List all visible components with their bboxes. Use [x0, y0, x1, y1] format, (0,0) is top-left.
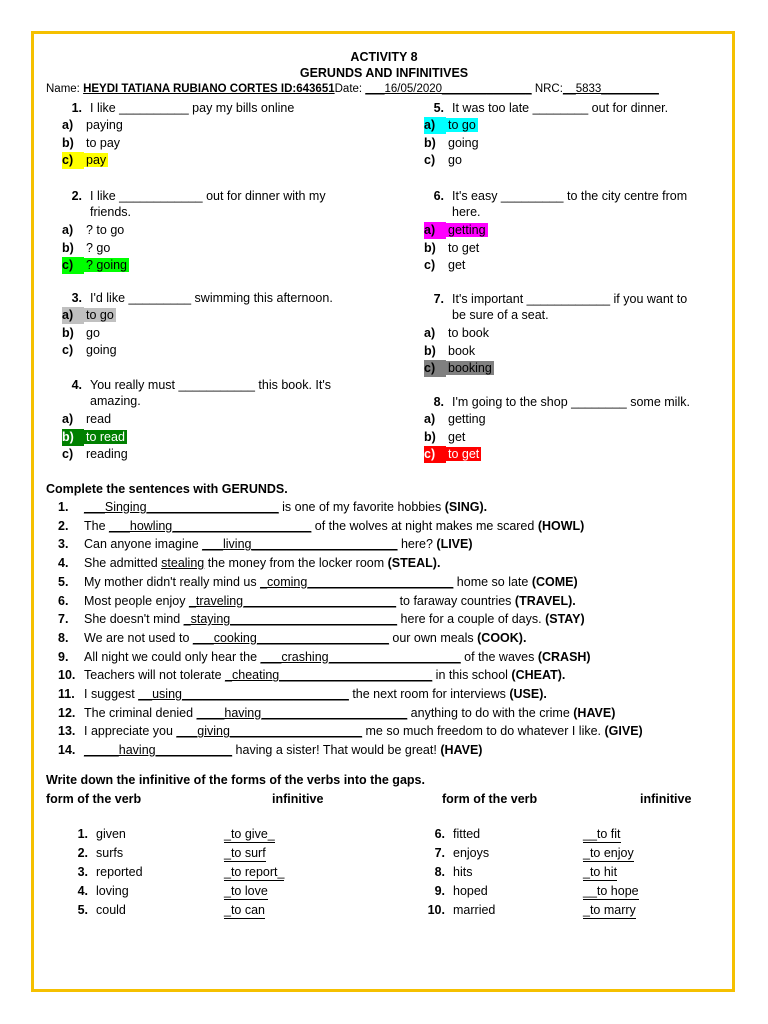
- option-text: getting: [448, 223, 486, 237]
- sentence-number: 10.: [58, 668, 76, 683]
- answer-blank: _traveling______________________: [188, 593, 397, 608]
- option-1-c: [62, 152, 108, 169]
- verb-cue: (HAVE): [573, 705, 616, 720]
- question-text: It's important ____________ if you want to: [452, 292, 688, 306]
- verb-form-left-4: [68, 884, 129, 898]
- sentence-number: 13.: [58, 724, 76, 739]
- item-number: 10.: [427, 903, 445, 917]
- verb-form-left-5: [68, 903, 126, 917]
- sentence-suffix: anything to do with the crime: [407, 705, 574, 720]
- question-number: 3.: [71, 291, 82, 305]
- option-letter: a): [424, 412, 436, 426]
- question-text-cont: be sure of a seat.: [452, 308, 549, 322]
- gerund-sentence-12: [58, 706, 615, 720]
- answer-blank: ___crashing___________________: [260, 649, 461, 664]
- option-letter: b): [62, 429, 84, 446]
- verb-cue: (SING).: [444, 500, 488, 514]
- sentence-prefix: We are not used to: [84, 630, 193, 645]
- verb-form: reported: [96, 865, 143, 879]
- question-number: 1.: [71, 101, 82, 115]
- verb-cue: (GIVE): [604, 724, 643, 739]
- option-4-a: [62, 411, 113, 428]
- answer-blank: stealing: [161, 556, 205, 571]
- option-3-a: [62, 307, 116, 324]
- option-letter: a): [424, 222, 446, 239]
- sentence-prefix: Can anyone imagine: [84, 537, 203, 552]
- option-letter: c): [62, 343, 74, 357]
- question-text-cont: amazing.: [90, 394, 141, 408]
- col-header-infinitive-left: infinitive: [272, 792, 324, 806]
- verb-form: hoped: [453, 884, 488, 898]
- sentence-prefix: Most people enjoy: [84, 593, 189, 608]
- gerund-sentence-14: [58, 743, 482, 757]
- verb-form: hits: [453, 865, 473, 879]
- sentence-prefix: All night we could only hear the: [84, 649, 261, 664]
- option-letter: b): [424, 135, 436, 150]
- option-6-c: [424, 257, 467, 274]
- option-letter: a): [62, 307, 84, 324]
- date-label: Date:: [334, 83, 366, 95]
- option-2-b: [62, 240, 112, 257]
- infinitive-answer: _to surf: [224, 846, 266, 860]
- sentence-prefix: She admitted: [84, 556, 162, 571]
- verb-form: married: [453, 903, 496, 917]
- question-5: [422, 100, 668, 117]
- verb-form-right-3: [425, 865, 472, 879]
- gerund-sentence-5: [58, 575, 578, 589]
- option-text: to read: [86, 429, 125, 444]
- item-number: 3.: [77, 865, 88, 879]
- question-text: You really must ___________ this book. It's: [90, 378, 331, 392]
- verb-cue: (HAVE): [440, 743, 483, 758]
- gerund-sentence-2: [58, 519, 584, 533]
- question-number: 6.: [433, 189, 444, 203]
- option-text: go: [448, 153, 462, 167]
- gerund-sentence-10: [58, 668, 565, 682]
- verb-cue: (USE).: [509, 687, 547, 701]
- option-letter: b): [424, 240, 436, 255]
- option-1-b: [62, 135, 122, 152]
- sentence-number: 2.: [58, 518, 69, 533]
- option-letter: c): [62, 152, 84, 169]
- verb-cue: (CHEAT).: [511, 668, 566, 683]
- question-number: 2.: [71, 189, 82, 203]
- option-letter: a): [424, 117, 446, 134]
- option-3-c: [62, 342, 119, 359]
- question-text-cont: friends.: [90, 205, 131, 219]
- question-text: I'd like _________ swimming this afternoon.: [90, 291, 333, 305]
- verb-form-right-2: [425, 846, 489, 860]
- option-letter: c): [62, 257, 84, 274]
- sentence-number: 4.: [58, 556, 69, 571]
- verb-cue: (HOWL): [537, 518, 585, 533]
- option-text: get: [448, 258, 466, 272]
- question-1: [60, 100, 294, 117]
- sentence-number: 8.: [58, 630, 69, 645]
- infinitive-answer: _to enjoy: [583, 846, 634, 860]
- sentence-number: 3.: [58, 537, 69, 552]
- verb-cue: (STAY): [545, 612, 585, 627]
- sentence-suffix: is one of my favorite hobbies: [278, 500, 445, 514]
- sentence-suffix: having a sister! That would be great!: [232, 743, 441, 758]
- option-text: booking: [448, 361, 492, 375]
- option-text: ? going: [86, 258, 128, 272]
- question-4: [60, 377, 331, 394]
- option-7-c: [424, 360, 494, 377]
- option-7-a: [424, 325, 491, 342]
- infinitive-answer: __to fit: [583, 827, 621, 841]
- question-number: 4.: [71, 378, 82, 392]
- option-text: to book: [448, 326, 490, 340]
- option-text: to get: [448, 447, 480, 461]
- option-2-c: [62, 257, 129, 274]
- answer-blank: ___giving___________________: [176, 724, 363, 739]
- option-8-b: [424, 429, 467, 446]
- option-5-c: [424, 152, 464, 169]
- question-text: It's easy _________ to the city centre from: [452, 189, 688, 203]
- answer-blank: __using________________________: [138, 687, 349, 701]
- question-6: [422, 188, 687, 205]
- option-text: to get: [448, 240, 480, 255]
- question-text: I like ____________ out for dinner with my: [90, 189, 326, 203]
- option-letter: c): [62, 447, 74, 461]
- col-header-infinitive-right: infinitive: [640, 792, 692, 806]
- infinitive-answer: _to love: [224, 884, 268, 898]
- verb-form: enjoys: [453, 846, 490, 860]
- sentence-number: 14.: [58, 743, 76, 758]
- answer-blank: ___howling____________________: [109, 518, 312, 533]
- infinitive-answer: _to hit: [583, 865, 618, 879]
- option-8-c: [424, 446, 481, 463]
- answer-blank: ___living_____________________: [202, 537, 398, 552]
- option-letter: b): [424, 343, 436, 358]
- option-text: ? go: [86, 240, 111, 255]
- question-text: It was too late ________ out for dinner.: [452, 101, 669, 115]
- option-text: to pay: [86, 135, 121, 150]
- infinitive-answer: _to marry: [583, 903, 636, 917]
- option-text: getting: [448, 412, 486, 426]
- verb-form: given: [96, 827, 126, 841]
- gerund-sentence-1: [58, 500, 487, 514]
- gerund-sentence-3: [58, 537, 473, 551]
- sentence-number: 11.: [58, 687, 75, 701]
- option-text: pay: [86, 153, 107, 167]
- option-letter: c): [424, 153, 436, 167]
- item-number: 6.: [434, 827, 445, 841]
- nrc-value: __5833_________: [562, 83, 659, 95]
- topic-title: GERUNDS AND INFINITIVES: [299, 66, 469, 80]
- sentence-prefix: She doesn't mind: [84, 612, 184, 627]
- sentence-number: 12.: [58, 705, 76, 720]
- answer-blank: _staying________________________: [183, 612, 398, 627]
- verb-cue: (COME): [531, 574, 578, 589]
- question-text-cont: here.: [452, 205, 481, 219]
- option-text: to go: [86, 308, 114, 322]
- option-6-a: [424, 222, 488, 239]
- option-2-a: [62, 222, 126, 239]
- answer-blank: _coming_____________________: [260, 574, 454, 589]
- question-number: 8.: [433, 395, 444, 409]
- answer-blank: _____having___________: [84, 743, 233, 758]
- student-header: [46, 83, 659, 95]
- option-text: book: [448, 343, 476, 358]
- col-header-form-left: form of the verb: [46, 792, 142, 806]
- option-letter: a): [424, 326, 436, 340]
- question-number: 7.: [433, 292, 444, 306]
- option-letter: c): [424, 446, 446, 463]
- infinitive-answer: __to hope: [583, 884, 639, 898]
- sentence-suffix: to faraway countries: [396, 593, 515, 608]
- activity-title: ACTIVITY 8: [350, 50, 418, 64]
- question-8: [422, 394, 690, 411]
- option-letter: b): [62, 135, 74, 150]
- answer-blank: ___Singing___________________: [84, 500, 279, 514]
- sentence-suffix: here?: [397, 537, 437, 552]
- verb-cue: (COOK).: [477, 630, 527, 645]
- option-text: going: [448, 135, 479, 150]
- item-number: 9.: [434, 884, 445, 898]
- date-value: ___16/05/2020______________: [365, 83, 532, 95]
- item-number: 2.: [77, 846, 88, 860]
- name-label: Name:: [46, 83, 84, 95]
- item-number: 5.: [77, 903, 88, 917]
- answer-blank: ____having_____________________: [196, 705, 408, 720]
- question-text: I like __________ pay my bills online: [90, 101, 295, 115]
- item-number: 4.: [77, 884, 88, 898]
- sentence-suffix: our own meals: [388, 630, 478, 645]
- option-letter: a): [62, 223, 74, 237]
- gerund-sentence-6: [58, 594, 576, 608]
- sentence-number: 6.: [58, 593, 69, 608]
- gerund-sentence-8: [58, 631, 526, 645]
- option-5-b: [424, 135, 481, 152]
- verb-form: surfs: [96, 846, 124, 860]
- option-letter: b): [424, 429, 436, 444]
- question-7: [422, 291, 687, 308]
- gerunds-instruction: Complete the sentences with GERUNDS.: [46, 482, 288, 496]
- sentence-prefix: Teachers will not tolerate: [84, 668, 226, 683]
- option-letter: a): [62, 412, 74, 426]
- sentence-suffix: the money from the locker room: [204, 556, 388, 571]
- verb-form-left-1: [68, 827, 126, 841]
- answer-blank: ___cooking___________________: [192, 630, 389, 645]
- item-number: 1.: [77, 827, 88, 841]
- answer-blank: _cheating______________________: [225, 668, 433, 683]
- gerund-sentence-13: [58, 724, 643, 738]
- verb-form-left-3: [68, 865, 143, 879]
- question-number: 5.: [433, 101, 444, 115]
- sentence-suffix: in this school: [432, 668, 512, 683]
- gerund-sentence-9: [58, 650, 591, 664]
- sentence-number: 7.: [58, 612, 69, 627]
- sentence-number: 5.: [58, 574, 69, 589]
- col-header-form-right: form of the verb: [442, 792, 538, 806]
- sentence-suffix: home so late: [453, 574, 532, 589]
- option-4-c: [62, 446, 130, 463]
- sentence-suffix: of the wolves at night makes me scared: [311, 518, 538, 533]
- infinitive-answer: _to report_: [224, 865, 285, 879]
- sentence-suffix: of the waves: [460, 649, 538, 664]
- verb-cue: (STEAL).: [387, 556, 441, 571]
- name-value: HEYDI TATIANA RUBIANO CORTES ID:643651: [83, 83, 335, 95]
- item-number: 8.: [434, 865, 445, 879]
- option-3-b: [62, 325, 102, 342]
- sentence-prefix: I suggest: [84, 687, 139, 701]
- verb-cue: (TRAVEL).: [514, 593, 576, 608]
- infinitive-answer: _to give_: [224, 827, 275, 841]
- option-text: reading: [86, 447, 128, 461]
- option-text: get: [448, 429, 466, 444]
- option-8-a: [424, 411, 488, 428]
- verb-form: loving: [96, 884, 129, 898]
- option-1-a: [62, 117, 125, 134]
- option-7-b: [424, 343, 477, 360]
- sentence-suffix: here for a couple of days.: [397, 612, 546, 627]
- option-6-b: [424, 240, 481, 257]
- verb-form: fitted: [453, 827, 481, 841]
- item-number: 7.: [434, 846, 445, 860]
- infinitive-answer: _to can: [224, 903, 266, 917]
- option-4-b: [62, 429, 127, 446]
- option-text: to go: [448, 118, 476, 132]
- verb-cue: (LIVE): [436, 537, 473, 552]
- option-text: read: [86, 412, 112, 426]
- sentence-suffix: me so much freedom to do whatever I like.: [362, 724, 605, 739]
- sentence-suffix: the next room for interviews: [348, 687, 510, 701]
- sentence-prefix: My mother didn't really mind us: [84, 574, 261, 589]
- gerund-sentence-4: [58, 556, 440, 570]
- sentence-prefix: I appreciate you: [84, 724, 177, 739]
- gerund-sentence-11: [58, 687, 547, 701]
- option-letter: c): [424, 258, 436, 272]
- verb-form-right-5: [425, 903, 495, 917]
- option-text: ? to go: [86, 223, 125, 237]
- verb-form-right-4: [425, 884, 488, 898]
- sentence-prefix: The criminal denied: [84, 705, 197, 720]
- verb-form: could: [96, 903, 126, 917]
- option-letter: b): [62, 240, 74, 255]
- sentence-number: 9.: [58, 649, 69, 664]
- nrc-label: NRC:: [534, 83, 563, 95]
- verb-cue: (CRASH): [537, 649, 591, 664]
- option-letter: a): [62, 118, 74, 132]
- option-text: paying: [86, 118, 123, 132]
- verb-form-right-1: [425, 827, 480, 841]
- gerund-sentence-7: [58, 612, 585, 626]
- verb-form-left-2: [68, 846, 123, 860]
- infinitives-instruction: Write down the infinitive of the forms of the verbs into the gaps.: [46, 773, 425, 787]
- question-2: [60, 188, 326, 205]
- option-letter: b): [62, 325, 74, 340]
- sentence-prefix: The: [84, 518, 110, 533]
- option-text: going: [86, 343, 117, 357]
- option-text: go: [86, 325, 100, 340]
- option-5-a: [424, 117, 478, 134]
- question-3: [60, 290, 333, 307]
- sentence-number: 1.: [58, 500, 69, 514]
- question-text: I'm going to the shop ________ some milk.: [452, 395, 690, 409]
- option-letter: c): [424, 360, 446, 377]
